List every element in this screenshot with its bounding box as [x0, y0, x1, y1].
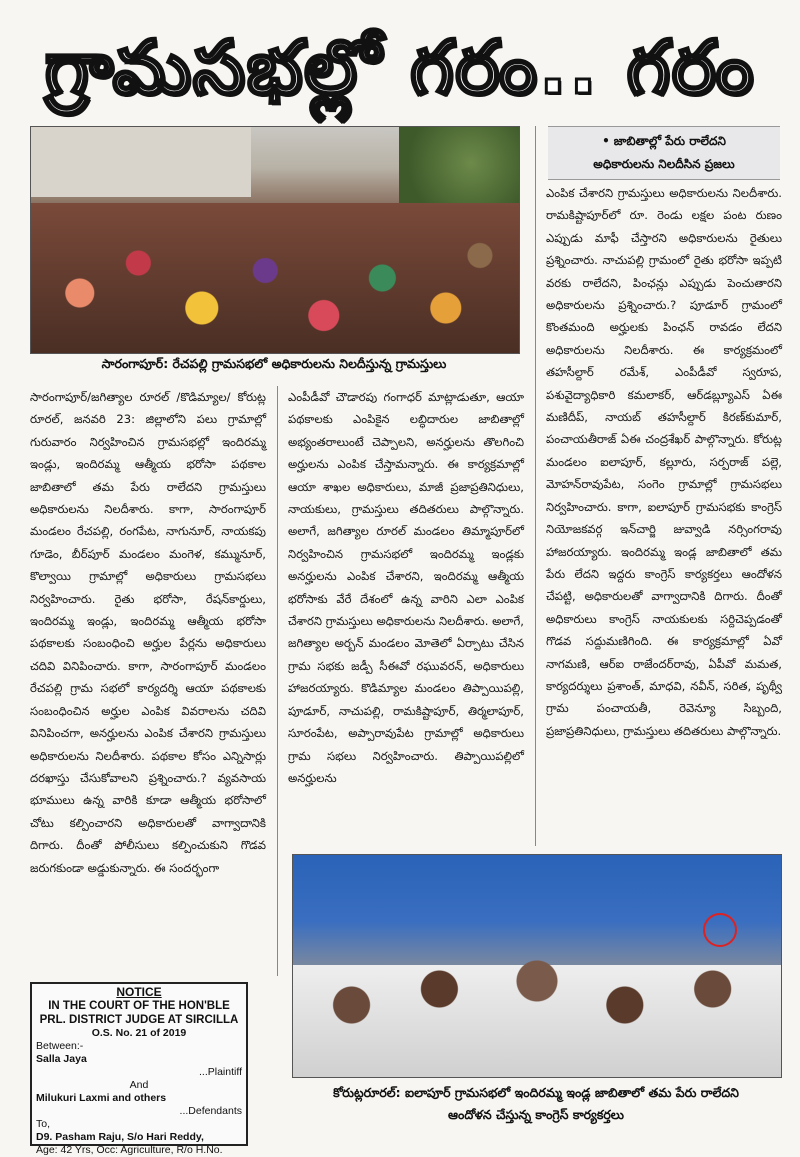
notice-to: To,: [36, 1118, 51, 1130]
court-notice: [30, 982, 248, 1156]
bullet-icon: •: [602, 134, 610, 148]
notice-defendant-name: Milukuri Laxmi and others: [36, 1092, 167, 1104]
column-divider: [277, 386, 278, 976]
photo-crowd: [31, 203, 519, 353]
photo2-caption-line1: కోరుట్లరూరల్: ఐలాపూర్ గ్రామసభలో ఇందిరమ్మ ఇండ్ల జాబితాలో తమ పేరు రాలేదని: [333, 1085, 739, 1100]
column1-text: సారంగాపూర్/జగిత్యాల రూరల్ /కొడిమ్యాల/ కోరుట్ల రూరల్, జనవరి 23: జిల్లాలోని పలు గ్రామాల్లో గురువారం నిర్వహించిన గ్రామసభల్లో ఇందిరమ్మ ఇండ్లు, ఇందిరమ్మ ఆత్మీయ భరోసా పథకాల జాబితాలో తమ పేరు రాలేదని గ్రామస్తులు అధికారులను నిలదీశారు. కాగా, సారంగాపూర్ మండలం రేచపల్లి, రంగపేట, నాగునూర్, నాయకపు గూడెం, బీర్‌పూర్ మండలం మంగెళ, కమ్మునూర్, కొల్వాయి గ్రామాల్లో అధికారులు గ్రామసభలు నిర్వహించారు. రైతు భరోసా, రేషన్‌కార్డులు, ఇందిరమ్మ ఇండ్లు, ఇందిరమ్మ ఆత్మీయ భరోసా పథకాలకు సంబంధించి అర్హుల పేర్లను అధికారులు చదివి వినిపించారు. కాగా, సారంగాపూర్ మండలం రేచపల్లి గ్రామ సభలో కార్యదర్శి ఆయా పథకాలకు సంబంధించిన అర్హుల ఎంపిక వివరాలను చదివి వినిపించగా, అనర్హులను ఎంపిక చేశారని గ్రామస్తులు అధికారులను నిలదీశారు. పథకాల కోసం ఎన్నిసార్లు దరఖాస్తు చేసుకోవాలని ప్రశ్నించారు.? వ్యవసాయ భూములు ఉన్న వారికి కూడా ఆత్మీయ భరోసాలో చోటు కల్పించారని అధికారులతో వాగ్వాదానికి దిగారు. దీంతో పోలీసులు కల్పించుకుని గొడవ జరుగకుండా అడ్డుకున్నారు. ఈ సందర్భంగా: [30, 390, 266, 875]
headline: గ్రామసభల్లో గరం.. గరం: [44, 25, 756, 111]
photo1-caption: సారంగాపూర్: రేచపల్లి గ్రామసభలో అధికారులను నిలదీస్తున్న గ్రామస్తులు: [101, 356, 447, 371]
notice-plaintiff-name: Salla Jaya: [36, 1053, 87, 1065]
notice-between: Between:-: [36, 1040, 84, 1052]
highlight-circle: [703, 913, 737, 947]
pullquote-text1: జాబితాల్లో పేరు రాలేదని: [613, 134, 726, 148]
pullquote-line2: అధికారులను నిలదీసిన ప్రజలు: [593, 157, 735, 171]
notice-addressee: D9. Pasham Raju, S/o Hari Reddy,: [36, 1131, 204, 1143]
notice-title: NOTICE: [116, 985, 162, 999]
protest-photo: [292, 854, 782, 1078]
article-column-1: [30, 386, 266, 879]
photo-wall: [31, 127, 251, 197]
crowd-photo: [30, 126, 520, 354]
column2-text: ఎంపీడీవో చౌడారపు గంగాధర్ మాట్లాడుతూ, ఆయా పథకాలకు ఎంపికైన లబ్ధిదారుల జాబితాల్లో అభ్యంతరాలుంటే చెప్పాలని, అనర్హులను తొలగించి అర్హులను ఎంపిక చేస్తామన్నారు. ఈ కార్యక్రమాల్లో ఆయా శాఖల అధికారులు, మాజీ ప్రజాప్రతినిధులు, నాయకులు, గ్రామస్తులు తదితరులు పాల్గొన్నారు. అలాగే, జగిత్యాల రూరల్ మండలం తిమ్మాపూర్‌లో నిర్వహించిన గ్రామసభలో ఇందిరమ్మ ఇండ్లకు అనర్హులను ఎంపిక చేశారని, ఇందిరమ్మ ఆత్మీయ భరోసాకు వేరే దేశంలో ఉన్న వారిని ఎలా ఎంపిక చేశారని గ్రామస్తులు అధికారులను నిలదీశారు. అలాగే, జగిత్యాల అర్బన్ మండలం మోతెలో ఏర్పాటు చేసిన గ్రామ సభకు జడ్పీ సీఈవో రఘువరన్, అధికారులు హాజరయ్యారు. కొడిమ్యాల మండలం తిప్పాయిపల్లి, పూడూర్, నాచుపల్లి, రామకిష్టాపూర్, తిర్మలాపూర్, సూరంపేట, అప్పారావుపేట గ్రామాల్లో అధికారులు గ్రామ సభలు నిర్వహించారు. తిప్పాయిపల్లిలో అనర్హులను: [288, 390, 524, 785]
notice-court-line2: PRL. DISTRICT JUDGE AT SIRCILLA: [39, 1014, 239, 1026]
column-divider: [535, 126, 536, 846]
photo2-caption: [292, 1082, 780, 1126]
article-column-3: [546, 182, 782, 742]
notice-plaintiff-role: ...Plaintiff: [199, 1066, 242, 1078]
notice-defendant-role: ...Defendants: [179, 1105, 242, 1117]
notice-court-line1: IN THE COURT OF THE HON'BLE: [48, 1000, 230, 1012]
notice-and: And: [129, 1079, 149, 1091]
photo2-caption-line2: ఆందోళన చేస్తున్న కాంగ్రెస్ కార్యకర్తలు: [448, 1107, 624, 1122]
article-column-2: [288, 386, 524, 789]
pullquote-line1: [548, 134, 780, 151]
notice-os-number: O.S. No. 21 of 2019: [91, 1027, 187, 1039]
column3-text: ఎంపిక చేశారని గ్రామస్తులు అధికారులను నిలదీశారు. రామకిష్టాపూర్‌లో రూ. రెండు లక్షల పంట రుణం ఎప్పుడు మాఫీ చేస్తారని అధికారులను రైతులు ప్రశ్నించారు. నాచుపల్లి గ్రామంలో రైతు భరోసా ఇప్పటి వరకు రాలేదని, పింఛన్లు ఎప్పుడు పెంచుతారని అధికారులను ప్రశ్నించారు.? పూడూర్ గ్రామంలో కొంతమంది అర్హులకు పింఛన్ రావడం లేదని అధికారులను నిలదీశారు. ఈ కార్యక్రమంలో తహసీల్దార్ రమేశ్, ఎంపీడీవో స్వరూప, పశువైద్యాధికారి కమలాకర్, ఆర్‌డబ్ల్యూఎస్ ఏఈ మణిదీప్, నాయబ్ తహసీల్దార్ కిరణ్‌కుమార్, పంచాయతీరాజ్ ఏఈ చంద్రశేఖర్ పాల్గొన్నారు. కోరుట్ల మండలం ఐలాపూర్, కల్లూరు, సర్పరాజ్ పల్లె, మోహన్‌రావుపేట, సంగెం గ్రామాల్లో గ్రామసభలు నిర్వహించారు. కాగా, ఐలాపూర్ గ్రామసభకు కాంగ్రెస్ నియోజకవర్గ ఇన్‌చార్జి జువ్వాడి నర్సింగరావు హాజరయ్యారు. ఇందిరమ్మ ఇండ్ల జాబితాలో తమ పేరు లేదని ఇద్దరు కాంగ్రెస్ కార్యకర్తలు ఆందోళన చేపట్టి, అధికారులతో వాగ్వాదానికి దిగారు. దీంతో అధికారులు కాంగ్రెస్ నాయకులకు సర్దిచెప్పడంతో గొడవ సద్దుమణిగింది. ఈ కార్యక్రమాల్లో ఏవో నాగమణి, ఆర్ఐ రాజేందర్‌రావు, ఏపీవో మమత, కార్యదర్శులు ప్రశాంత్, మాధవి, నవీన్, సరిత, పృథ్వీ గ్రామ పంచాయతీ, రెవెన్యూ సిబ్బంది, ప్రజాప్రతినిధులు, గ్రామస్తులు తదితరులు పాల్గొన్నారు.: [546, 186, 782, 738]
pullquote: [548, 126, 780, 180]
notice-addressee-2: Age: 42 Yrs, Occ: Agriculture, R/o H.No.: [36, 1144, 223, 1156]
